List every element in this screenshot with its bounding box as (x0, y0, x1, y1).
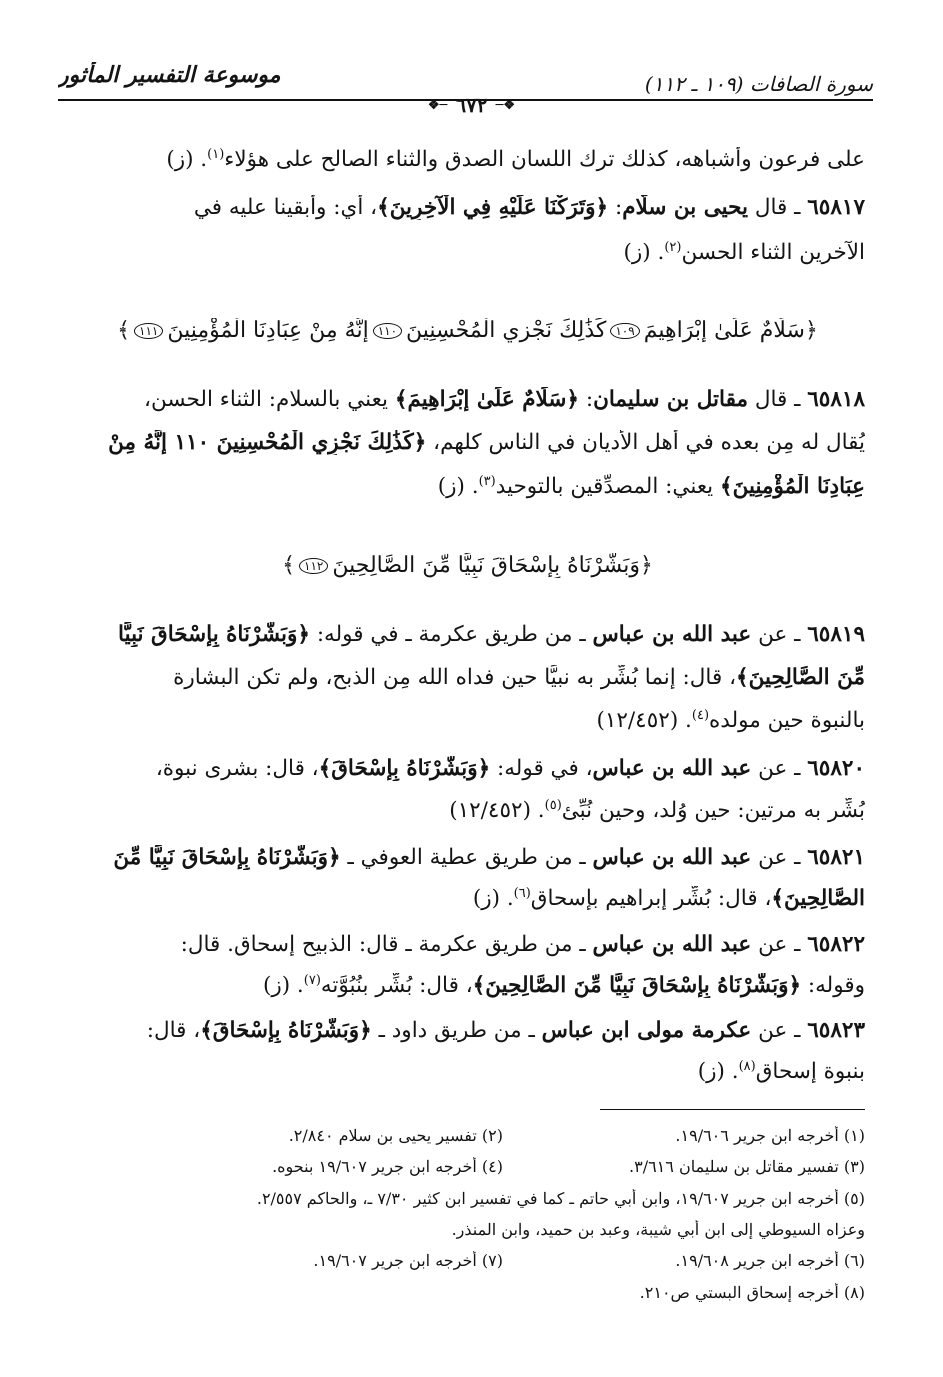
ayah-number-marker: ١١٠ (373, 323, 402, 339)
narrator-name: عكرمة مولى ابن عباس (541, 1018, 752, 1043)
quran-quote: الصَّالِحِينَ﴾ (771, 886, 865, 912)
narration-number: ٦٥٨١٨ (807, 387, 865, 412)
quran-quote: مِّنَ الصَّالِحِينَ﴾ (736, 665, 865, 690)
quran-quote: ﴿وَبَشَّرْنَاهُ بِإِسْحَاقَ نَبِيًّا مِّنَ (113, 845, 341, 870)
ayah-text: ﴾ (282, 553, 296, 578)
text: . (ز) (166, 147, 208, 173)
ayah-text: ﴿وَبَشَّرْنَاهُ بِإِسْحَاقَ نَبِيًّا مِّنَ الصَّالِحِينَ (332, 553, 653, 578)
quran-quote: ﴿وَبَشَّرْنَاهُ بِإِسْحَاقَ﴾ (318, 756, 491, 781)
text: ـ من طريق عطية العوفي ـ (340, 845, 593, 870)
quran-quote: ﴿وَبَشَّرْنَاهُ بِإِسْحَاقَ نَبِيًّا مِّنَ الصَّالِحِينَ﴾ (472, 973, 802, 999)
narration-65819 (68, 622, 865, 647)
footnote-ref: (٣) (478, 474, 496, 489)
ayah-heading (110, 318, 825, 343)
ayah-number-marker: ١١١ (134, 323, 163, 339)
narrator-name: عبد الله بن عباس (592, 622, 752, 647)
narrator-name: عبد الله بن عباس (592, 932, 752, 957)
quran-quote: ﴿وَتَرَكْنَا عَلَيْهِ فِي الْآخِرِينَ﴾ (377, 195, 609, 220)
footnote: (٣) تفسير مقاتل بن سليمان ٣/٦١٦. (629, 1157, 865, 1176)
narration-number: ٦٥٨١٧ (807, 195, 865, 220)
text: ، قال: إنما بُشِّر به نبيًّا حين فداه الله مِن الذبح، ولم تكن البشارة (173, 665, 737, 690)
footnote: (٨) أخرجه إسحاق البستي ص٢١٠. (639, 1283, 865, 1302)
text-line (68, 665, 865, 690)
quran-quote: ﴿وَبَشَّرْنَاهُ بِإِسْحَاقَ﴾ (200, 1018, 372, 1043)
narration-number: ٦٥٨١٩ (807, 622, 865, 647)
page-number-value: ٦٧٢ (455, 93, 488, 117)
footnote-ref: (٦) (513, 886, 531, 901)
text: بنبوة إسحاق (755, 1059, 865, 1085)
text-line (68, 474, 865, 499)
text: يعني بالسلام: الثناء الحسن، (144, 387, 395, 412)
ornament-right-icon: ─❖ (495, 98, 516, 113)
quran-quote: ﴿سَلَامٌ عَلَىٰ إِبْرَاهِيمَ﴾ (394, 387, 579, 412)
text-line (68, 430, 865, 455)
narration-65817 (68, 195, 865, 220)
text: ـ عن (751, 1018, 808, 1043)
text-line (68, 708, 865, 733)
text: : (608, 195, 623, 220)
text: الآخرين الثناء الحسن (681, 240, 865, 266)
footnote: (١) أخرجه ابن جرير ١٩/٦٠٦. (675, 1126, 865, 1145)
footnote-ref: (٧) (303, 973, 321, 988)
text: : (578, 387, 594, 412)
text: ، أي: وأبقينا عليه في (193, 195, 378, 220)
ayah-text: كَذَٰلِكَ نَجْزِي الْمُحْسِنِينَ (406, 318, 607, 343)
narrator-name: مقاتل بن سليمان (593, 387, 748, 412)
narration-number: ٦٥٨٢٣ (807, 1018, 865, 1043)
text: . (١٢/٤٥٢) (596, 708, 692, 734)
text: يعني: المصدِّقين بالتوحيد (495, 474, 721, 500)
text: . (ز) (262, 973, 304, 999)
text: ـ من طريق عكرمة ـ قال: الذبيح إسحاق. قال: (180, 932, 593, 957)
text: ـ عن (751, 756, 808, 781)
text: . (١٢/٤٥٢) (449, 798, 545, 824)
text: بُشِّر به مرتين: حين وُلد، وحين نُبِّئ (561, 798, 865, 824)
text: ، قال: (146, 1018, 201, 1043)
text: . (ز) (623, 240, 665, 266)
text-line (68, 240, 865, 265)
footnote: (٦) أخرجه ابن جرير ١٩/٦٠٨. (675, 1251, 865, 1270)
text: على فرعون وأشباهه، كذلك ترك اللسان الصدق والثناء الصالح على هؤلاء (224, 147, 865, 173)
footnote: (٤) أخرجه ابن جرير ١٩/٦٠٧ بنحوه. (272, 1157, 503, 1176)
narration-65818 (68, 387, 865, 412)
footnote: (٧) أخرجه ابن جرير ١٩/٦٠٧. (313, 1251, 503, 1270)
narration-number: ٦٥٨٢٠ (807, 756, 865, 781)
page-number (0, 93, 943, 117)
ayah-number-marker: ١١٢ (299, 558, 328, 574)
text: ـ قال (747, 387, 808, 412)
footnote-ref: (٨) (738, 1059, 756, 1074)
text: بالنبوة حين مولده (709, 708, 865, 734)
footnote: (٢) تفسير يحيى بن سلام ٢/٨٤٠. (288, 1126, 503, 1145)
narration-65822 (68, 932, 865, 957)
text: ـ عن (751, 932, 808, 957)
text: ـ عن (751, 622, 808, 647)
text: ، قال: بُشِّر بنُبُوَّته (320, 973, 473, 999)
ayah-text: إِنَّهُ مِنْ عِبَادِنَا الْمُؤْمِنِينَ (167, 318, 369, 343)
text: . (ز) (472, 886, 514, 912)
ayah-number-marker: ١٠٩ (610, 323, 639, 339)
footnote-ref: (١) (207, 147, 225, 162)
text: ـ من طريق عكرمة ـ في قوله: (309, 622, 593, 647)
text: . (ز) (697, 1059, 739, 1085)
quran-quote: عِبَادِنَا الْمُؤْمِنِينَ﴾ (720, 474, 865, 500)
ayah-text: ﴾ (117, 318, 130, 343)
text: يُقال له مِن بعده في أهل الأديان في الناس كلهم، (426, 430, 865, 455)
narrator-name: عبد الله بن عباس (592, 756, 752, 781)
text-line (68, 1059, 865, 1084)
narration-number: ٦٥٨٢١ (807, 845, 865, 870)
text: ، في قوله: (490, 756, 593, 781)
footnote-ref: (٥) (544, 798, 562, 813)
text: ، قال: بُشِّر إبراهيم بإسحاق (530, 886, 772, 912)
text: ـ عن (751, 845, 808, 870)
text: ـ قال (747, 195, 808, 220)
narration-number: ٦٥٨٢٢ (807, 932, 865, 957)
footnote-continuation: وعزاه السيوطي إلى ابن أبي شيبة، وعبد بن حميد، وابن المنذر. (451, 1220, 865, 1239)
ornament-left-icon: ❖─ (427, 98, 448, 113)
text: وقوله: (801, 973, 865, 999)
text-line (68, 973, 865, 998)
text: ، قال: بشرى نبوة، (155, 756, 319, 781)
book-title: موسوعة التفسير المأثور (58, 62, 281, 88)
text: ـ من طريق داود ـ (371, 1018, 542, 1043)
ayah-text: ﴿سَلَامٌ عَلَىٰ إِبْرَاهِيمَ (643, 318, 818, 343)
text: . (ز) (437, 474, 479, 500)
footnote-divider (600, 1109, 865, 1110)
quran-quote: ﴿كَذَٰلِكَ نَجْزِي الْمُحْسِنِينَ ١١٠ إِنَّهُ مِنْ (108, 430, 427, 455)
text-line (68, 147, 865, 172)
narration-65820 (68, 756, 865, 781)
narrator-name: يحيى بن سلّام (622, 195, 748, 220)
footnote-ref: (٢) (664, 240, 682, 255)
narration-65821 (68, 845, 865, 870)
ayah-heading (110, 553, 825, 578)
narrator-name: عبد الله بن عباس (592, 845, 752, 870)
narration-65823 (68, 1018, 865, 1043)
footnote-ref: (٤) (691, 708, 710, 723)
text-line (68, 798, 865, 823)
surah-header: سورة الصافات (١٠٩ ـ ١١٢) (644, 72, 873, 96)
text-line (68, 886, 865, 911)
quran-quote: ﴿وَبَشَّرْنَاهُ بِإِسْحَاقَ نَبِيًّا (118, 622, 310, 647)
footnote: (٥) أخرجه ابن جرير ١٩/٦٠٧، وابن أبي حاتم ـ كما في تفسير ابن كثير ٧/٣٠ ـ، والحاكم ٢/٥٥٧. (256, 1189, 865, 1208)
